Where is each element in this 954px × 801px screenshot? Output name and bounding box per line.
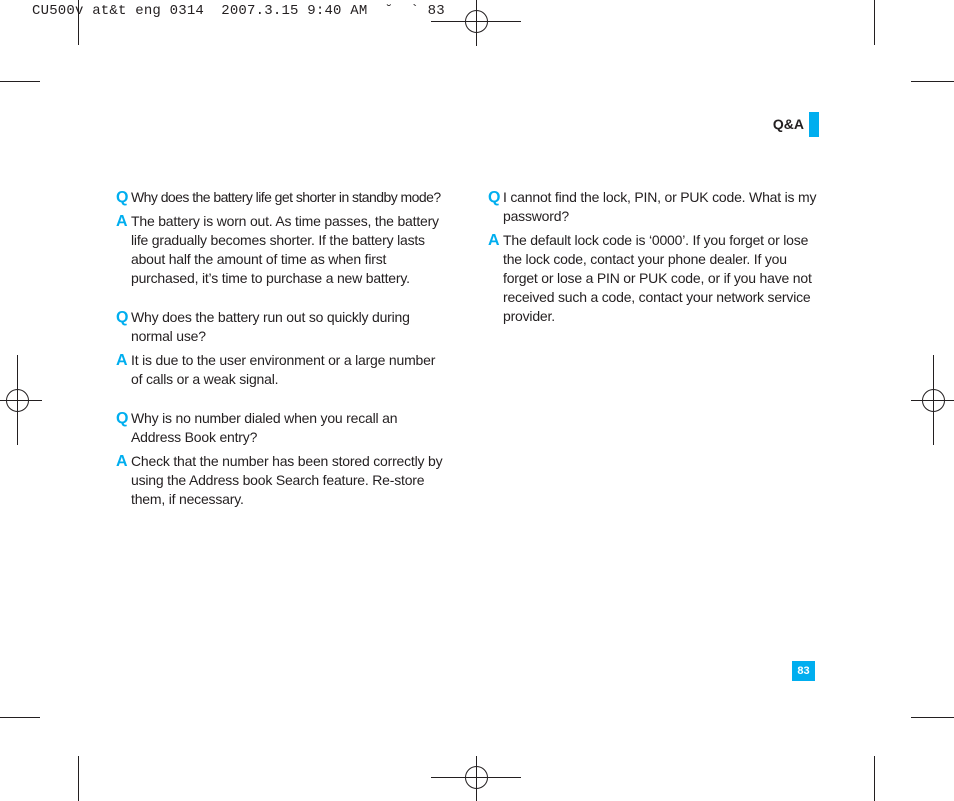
question xyxy=(488,188,818,226)
section-title: Q&A xyxy=(772,116,804,132)
registration-mark-right xyxy=(911,355,954,445)
question-marker: Q xyxy=(488,189,501,206)
answer-marker: A xyxy=(116,352,128,369)
question-text: Why is no number dialed when you recall an Address Book entry? xyxy=(131,410,398,445)
question-marker: Q xyxy=(116,189,129,206)
question xyxy=(116,308,446,346)
registration-mark-left xyxy=(0,355,42,445)
question-text: I cannot find the lock, PIN, or PUK code. What is my password? xyxy=(503,189,817,224)
section-color-tab xyxy=(809,112,819,137)
question-marker: Q xyxy=(116,309,129,326)
page-number-badge: 83 xyxy=(792,661,815,681)
answer-marker: A xyxy=(116,213,128,230)
registration-mark-top xyxy=(431,0,521,46)
qa-item xyxy=(116,308,446,389)
section-header xyxy=(773,113,819,135)
answer xyxy=(116,351,446,389)
answer-marker: A xyxy=(488,232,500,249)
answer xyxy=(488,231,818,326)
answer xyxy=(116,452,446,509)
answer-text: It is due to the user environment or a large number of calls or a weak signal. xyxy=(131,352,436,387)
answer-text: Check that the number has been stored correctly by using the Address book Search feature. Re-store them, if necessary. xyxy=(131,453,443,507)
qa-item xyxy=(488,188,818,326)
registration-mark-bottom xyxy=(431,756,521,801)
print-slug-line: CU500v at&t eng 0314 2007.3.15 9:40 AM ˘ ` 83 xyxy=(32,3,445,19)
question-text: Why does the battery run out so quickly during normal use? xyxy=(131,309,410,344)
question xyxy=(116,188,446,207)
right-column xyxy=(488,188,818,326)
answer-text: The default lock code is ‘0000’. If you forget or lose the lock code, contact your phone dealer. If you forget or lose a PIN or PUK code, or if you have not received such a code, contact your network service provider. xyxy=(503,232,812,324)
qa-item xyxy=(116,409,446,509)
answer-marker: A xyxy=(116,453,128,470)
question-marker: Q xyxy=(116,410,129,427)
answer xyxy=(116,212,446,288)
qa-item xyxy=(116,188,446,288)
question-text: Why does the battery life get shorter in standby mode? xyxy=(131,189,441,205)
question xyxy=(116,409,446,447)
answer-text: The battery is worn out. As time passes, the battery life gradually becomes shorter. If the battery lasts about half the amount of time as when first purchased, it’s time to purchase a new battery. xyxy=(131,213,439,286)
left-column xyxy=(116,188,446,509)
